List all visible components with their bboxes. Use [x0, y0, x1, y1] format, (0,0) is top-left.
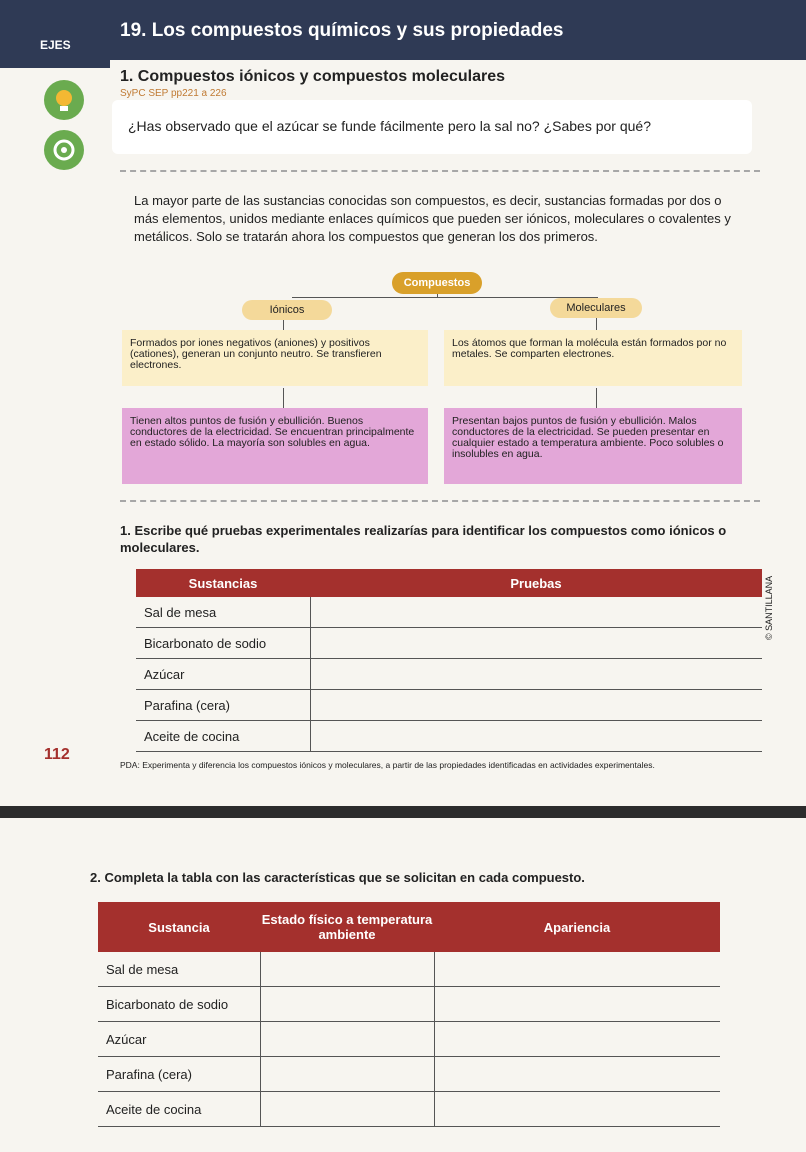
answer-cell[interactable] — [310, 628, 762, 659]
question-text: ¿Has observado que el azúcar se funde fácilmente pero la sal no? ¿Sabes por qué? — [128, 118, 651, 134]
page-number-text: 112 — [44, 746, 70, 763]
table-row — [98, 952, 720, 987]
page-divider — [0, 806, 806, 818]
connector — [292, 297, 598, 298]
exercise2-prompt: 2. Completa la tabla con las características que se solicitan en cada compuesto. — [90, 870, 585, 885]
substance-cell: Azúcar — [136, 659, 310, 690]
ejes-tab — [0, 0, 110, 68]
intro-paragraph: La mayor parte de las sustancias conocidas son compuestos, es decir, sustancias formadas por dos o más elementos, unidos mediante enlaces químicos que pueden ser iónicos, moleculares o covalentes y metálicos. Solo se tratarán ahora los compuestos que generan los dos primeros. — [134, 193, 731, 244]
substance-cell: Parafina (cera) — [136, 690, 310, 721]
connector — [283, 320, 284, 330]
answer-cell[interactable] — [260, 1092, 434, 1127]
ionicos-label: Iónicos — [242, 300, 332, 320]
col-header-sustancias: Sustancias — [136, 569, 310, 597]
concept-root: Compuestos — [392, 272, 482, 294]
dashed-divider — [120, 500, 760, 502]
reference: SyPC SEP pp221 a 226 — [120, 88, 227, 99]
dashed-divider — [120, 170, 760, 172]
answer-cell[interactable] — [310, 659, 762, 690]
answer-cell[interactable] — [310, 721, 762, 752]
page-title: 19. Los compuestos químicos y sus propiedades — [120, 20, 564, 41]
col-header-apariencia: Apariencia — [434, 902, 720, 952]
substance-cell: Bicarbonato de sodio — [136, 628, 310, 659]
table-row — [136, 597, 762, 628]
substance-cell: Sal de mesa — [98, 952, 260, 987]
substance-cell: Aceite de cocina — [98, 1092, 260, 1127]
page-number — [30, 740, 100, 770]
col-header-pruebas: Pruebas — [310, 569, 762, 597]
table-row — [136, 721, 762, 752]
connector — [596, 388, 597, 408]
pda-note: PDA: Experimenta y diferencia los compuestos iónicos y moleculares, a partir de las propiedades identificadas en actividades experimentales. — [120, 760, 655, 770]
table-row — [98, 1092, 720, 1127]
connector — [437, 294, 438, 298]
answer-cell[interactable] — [260, 1022, 434, 1057]
substance-cell: Bicarbonato de sodio — [98, 987, 260, 1022]
answer-cell[interactable] — [434, 1092, 720, 1127]
substance-cell: Aceite de cocina — [136, 721, 310, 752]
substance-cell: Parafina (cera) — [98, 1057, 260, 1092]
copyright: © SANTILLANA — [764, 575, 774, 640]
exercise1-table — [136, 569, 762, 752]
table-row — [136, 659, 762, 690]
table-header-row — [98, 902, 720, 952]
exercise2-table — [98, 902, 720, 1127]
col-header-sustancia: Sustancia — [98, 902, 260, 952]
answer-cell[interactable] — [260, 1057, 434, 1092]
table-row — [136, 690, 762, 721]
ionicos-properties: Tienen altos puntos de fusión y ebullición. Buenos conductores de la electricidad. Se encuentran principalmente en estado sólido. La mayoría son solubles en agua. — [122, 408, 428, 484]
moleculares-definition: Los átomos que forman la molécula están formados por no metales. Se comparten electrones. — [444, 330, 742, 386]
exercise1-prompt: 1. Escribe qué pruebas experimentales realizarías para identificar los compuestos como iónicos o moleculares. — [120, 523, 727, 555]
connector — [596, 318, 597, 330]
col-header-estado: Estado físico a temperatura ambiente — [260, 902, 434, 952]
section-subtitle: 1. Compuestos iónicos y compuestos moleculares — [120, 68, 505, 85]
lightbulb-icon — [44, 80, 84, 120]
answer-cell[interactable] — [260, 987, 434, 1022]
table-row — [98, 987, 720, 1022]
answer-cell[interactable] — [434, 1057, 720, 1092]
answer-cell[interactable] — [260, 952, 434, 987]
connector — [283, 388, 284, 408]
answer-cell[interactable] — [434, 952, 720, 987]
table-row — [98, 1057, 720, 1092]
substance-cell: Azúcar — [98, 1022, 260, 1057]
answer-cell[interactable] — [310, 690, 762, 721]
table-row — [136, 628, 762, 659]
ejes-label: EJES — [40, 38, 71, 52]
moleculares-properties: Presentan bajos puntos de fusión y ebullición. Malos conductores de la electricidad. Se pueden presentar en cualquier estado a temperatura ambiente. Poco solubles o insolubles en agua. — [444, 408, 742, 484]
answer-cell[interactable] — [310, 597, 762, 628]
table-header-row — [136, 569, 762, 597]
question-box — [112, 100, 752, 154]
ionicos-definition: Formados por iones negativos (aniones) y positivos (cationes), generan un conjunto neutro. Se transfieren electrones. — [122, 330, 428, 386]
moleculares-label: Moleculares — [550, 298, 642, 318]
gear-icon — [44, 130, 84, 170]
answer-cell[interactable] — [434, 1022, 720, 1057]
answer-cell[interactable] — [434, 987, 720, 1022]
substance-cell: Sal de mesa — [136, 597, 310, 628]
table-row — [98, 1022, 720, 1057]
